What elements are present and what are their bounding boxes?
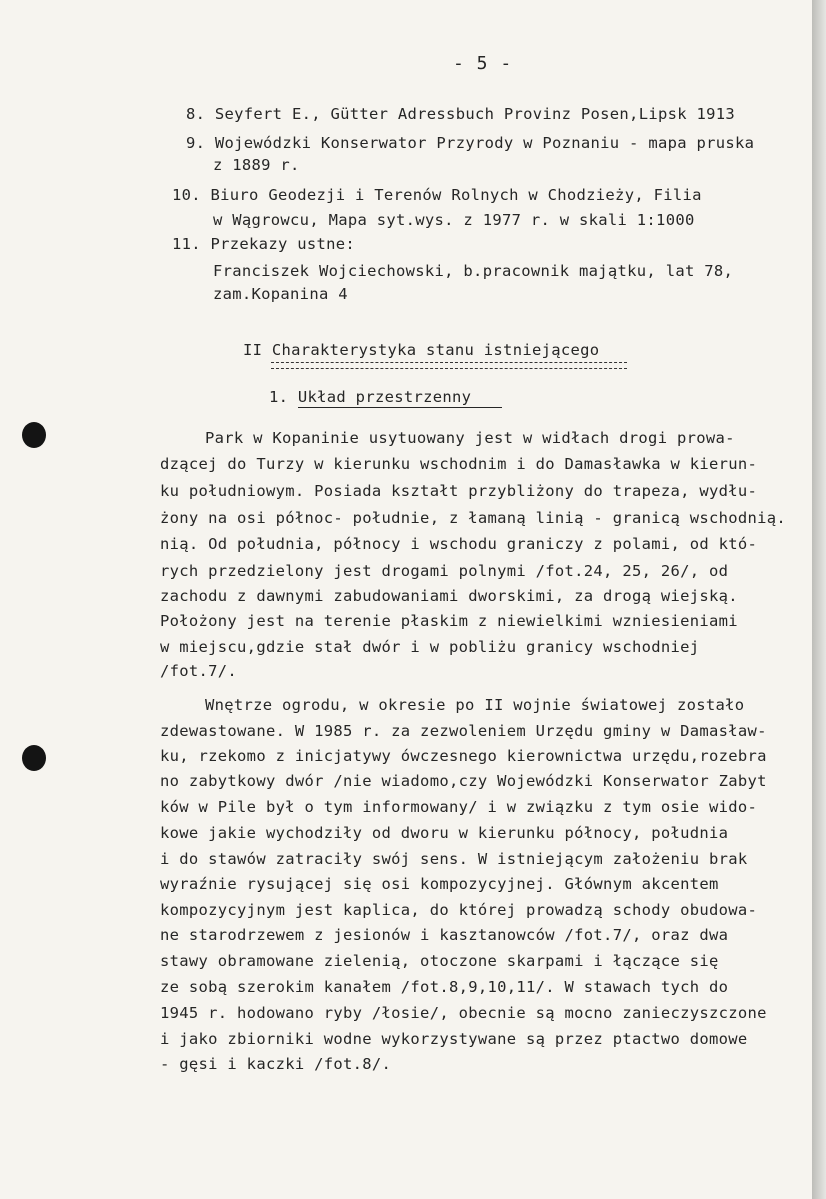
paragraph-line: Park w Kopaninie usytuowany jest w widłach drogi prowa- — [205, 429, 735, 447]
section-title: II Charakterystyka stanu istniejącego — [243, 341, 600, 359]
subsection-title-underline — [298, 407, 502, 408]
paragraph-line: 1945 r. hodowano ryby /łosie/, obecnie są mocno zanieczyszczone — [160, 1004, 767, 1022]
punch-hole-top — [22, 422, 46, 448]
paragraph-line: dzącej do Turzy w kierunku wschodnim i do Damasławka w kierun- — [160, 455, 758, 473]
paragraph-line: w miejscu,gdzie stał dwór i w pobliżu granicy wschodniej — [160, 638, 700, 656]
paragraph-line: żony na osi północ- południe, z łamaną linią - granicą wschodnią. — [160, 509, 787, 527]
paragraph-line: zachodu z dawnymi zabudowaniami dworskimi, za drogą wiejską. — [160, 587, 738, 605]
punch-hole-bottom — [22, 745, 46, 771]
paragraph-line: rych przedzielony jest drogami polnymi /fot.24, 25, 26/, od — [160, 562, 729, 580]
paragraph-line: nią. Od południa, północy i wschodu graniczy z polami, od któ- — [160, 535, 758, 553]
paragraph-line: i do stawów zatraciły swój sens. W istniejącym założeniu brak — [160, 850, 748, 868]
subsection-title: 1. Układ przestrzenny — [269, 388, 472, 406]
paragraph-line: - gęsi i kaczki /fot.8/. — [160, 1055, 392, 1073]
reference-item: 10. Biuro Geodezji i Terenów Rolnych w Chodzieży, Filia — [172, 186, 702, 204]
section-title-double-rule — [271, 362, 627, 369]
paragraph-line: stawy obramowane zielenią, otoczone skarpami i łączące się — [160, 952, 719, 970]
paragraph-line: ku, rzekomo z inicjatywy ówczesnego kierownictwa urzędu,rozebra — [160, 747, 767, 765]
paragraph-line: kompozycyjnym jest kaplica, do której prowadzą schody obudowa- — [160, 901, 758, 919]
reference-item: 11. Przekazy ustne: — [172, 235, 356, 253]
paragraph-line: /fot.7/. — [160, 662, 238, 680]
paragraph-line: wyraźnie rysującej się osi kompozycyjnej. Głównym akcentem — [160, 875, 719, 893]
paragraph-line: ne starodrzewem z jesionów i kasztanowców /fot.7/, oraz dwa — [160, 926, 729, 944]
paragraph-line: zdewastowane. W 1985 r. za zezwoleniem Urzędu gminy w Damasław- — [160, 722, 767, 740]
page-number: - 5 - — [453, 53, 513, 74]
paragraph-line: Wnętrze ogrodu, w okresie po II wojnie światowej zostało — [205, 696, 745, 714]
reference-item: 9. Wojewódzki Konserwator Przyrody w Poznaniu - mapa pruska — [186, 134, 755, 152]
paragraph-line: kowe jakie wychodziły od dworu w kierunku północy, południa — [160, 824, 729, 842]
paragraph-line: ków w Pile był o tym informowany/ i w związku z tym osie wido- — [160, 798, 758, 816]
paragraph-line: ze sobą szerokim kanałem /fot.8,9,10,11/. W stawach tych do — [160, 978, 729, 996]
paragraph-line: Położony jest na terenie płaskim z niewielkimi wzniesieniami — [160, 612, 738, 630]
paragraph-line: no zabytkowy dwór /nie wiadomo,czy Wojewódzki Konserwator Zabyt — [160, 772, 767, 790]
reference-item: Franciszek Wojciechowski, b.pracownik majątku, lat 78, — [213, 262, 734, 280]
page-edge — [812, 0, 826, 1199]
paragraph-line: i jako zbiorniki wodne wykorzystywane są przez ptactwo domowe — [160, 1030, 748, 1048]
paragraph-line: ku południowym. Posiada kształt przybliżony do trapeza, wydłu- — [160, 482, 758, 500]
reference-item: w Wągrowcu, Mapa syt.wys. z 1977 r. w skali 1:1000 — [213, 211, 695, 229]
reference-item: z 1889 r. — [213, 156, 300, 174]
reference-item: zam.Kopanina 4 — [213, 285, 348, 303]
reference-item: 8. Seyfert E., Gütter Adressbuch Provinz Posen,Lipsk 1913 — [186, 105, 736, 123]
